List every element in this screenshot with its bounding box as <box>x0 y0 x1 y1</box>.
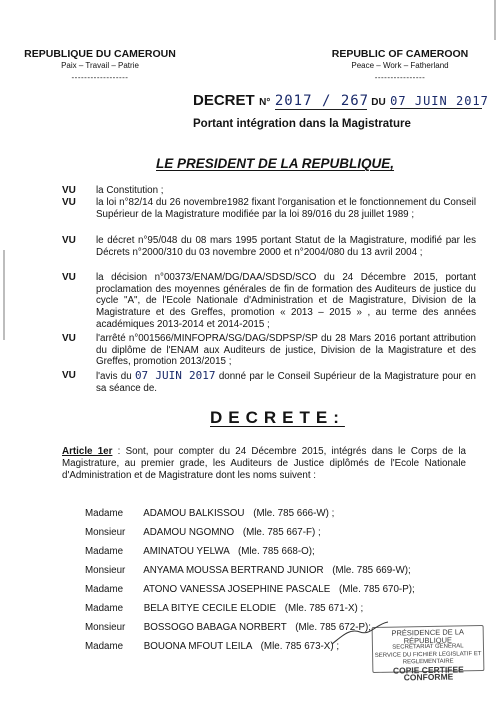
list-item <box>85 527 321 538</box>
list-item <box>85 508 334 519</box>
motto-fr: Paix – Travail – Patrie <box>61 61 139 70</box>
stamp-line-secretariat: SECRETARIAT GENERAL <box>392 643 464 651</box>
person-name: ANYAMA MOUSSA BERTRAND JUNIOR <box>143 565 324 576</box>
header-left <box>5 48 195 84</box>
decree-date: 07 JUIN 2017 <box>390 94 489 108</box>
vu-clause-2: la loi n°82/14 du 26 novembre1982 fixant l'organisation et le fonctionnement du Conseil Supérieur de la Magistrature modifiée par la loi 89/016 du 28 juillet 1989 ; <box>96 197 476 220</box>
person-mle: (Mle. 785 667-F) ; <box>242 527 321 538</box>
stamp-line-presidency: PRÉSIDENCE DE LA RÉPUBLIQUE <box>391 627 465 645</box>
signature-scribble <box>330 618 390 648</box>
person-name: AMINATOU YELWA <box>143 546 230 557</box>
vu-label-5: VU <box>62 333 76 344</box>
vu-last-suffix: donné par le Conseil Supérieur de la Magistrature pour en sa séance de. <box>96 371 476 394</box>
header-right <box>305 48 495 84</box>
scan-edge-mark <box>494 0 496 40</box>
vu-clause-6 <box>96 370 476 394</box>
list-item <box>85 584 415 595</box>
stamp-line-certified: COPIE CERTIFEE CONFORME <box>392 663 464 683</box>
person-name: ATONO VANESSA JOSEPHINE PASCALE <box>143 584 331 595</box>
decree-title-line <box>193 92 489 110</box>
decree-title: DECRET <box>193 92 255 109</box>
person-name: BOSSOGO BABAGA NORBERT <box>143 622 287 633</box>
vu-clause-5: l'arrêté n°001566/MINFOPRA/SG/DAG/SDPSP/SP du 28 Mars 2016 portant attribution du diplôme de l'ENAM aux Auditeurs de justice, Division de la Magistrature et des Greffes, promotion 2013/2015 ; <box>96 333 476 368</box>
person-name: ADAMOU BALKISSOU <box>143 508 245 519</box>
vu-last-date: 07 JUIN 2017 <box>134 369 216 382</box>
person-civility: Monsieur <box>85 527 126 538</box>
list-item <box>85 641 339 652</box>
article-1-label: Article 1er <box>62 446 113 457</box>
person-mle: (Mle. 785 672-P); <box>295 622 371 633</box>
divider-en: ---------------- <box>374 73 426 82</box>
list-item <box>85 622 371 633</box>
president-heading: LE PRESIDENT DE LA REPUBLIQUE, <box>156 156 395 171</box>
person-mle: (Mle. 785 673-X) ; <box>260 641 340 652</box>
decree-subtitle: Portant intégration dans la Magistrature <box>193 118 411 130</box>
person-mle: (Mle. 785 671-X) ; <box>284 603 364 614</box>
person-mle: (Mle. 785 668-O); <box>237 546 315 557</box>
vu-label-4: VU <box>62 272 76 283</box>
vu-label-1: VU <box>62 185 76 196</box>
person-name: ADAMOU NGOMNO <box>143 527 235 538</box>
vu-label-6: VU <box>62 370 76 381</box>
person-civility: Madame <box>85 603 124 614</box>
person-mle: (Mle. 785 666-W) ; <box>253 508 335 519</box>
list-item <box>85 565 411 576</box>
person-name: BOUONA MFOUT LEILA <box>143 641 252 652</box>
country-en: REPUBLIC OF CAMEROON <box>331 48 469 60</box>
decree-no-label: N° <box>259 97 271 108</box>
article-1 <box>62 446 466 482</box>
person-mle: (Mle. 785 669-W); <box>332 565 411 576</box>
decrete-heading: DECRETE: <box>210 408 345 427</box>
vu-label-3: VU <box>62 235 76 246</box>
person-mle: (Mle. 785 670-P); <box>339 584 415 595</box>
vu-clause-4: la décision n°00373/ENAM/DG/DAA/SDSD/SCO du 24 Décembre 2015, portant proclamation des moyennes générales de fin de formation des Auditeurs de justice du cycle "A", de l'Ecole Nationale d'Administration et de Magistrature, Division de la Magistrature et des Greffes, promotion « 2013 – 2015 » , au terme des années académiques 2013-2014 et 2014-2015 ; <box>96 272 476 330</box>
article-1-text: : Sont, pour compter du 24 Décembre 2015, intégrés dans le Corps de la Magistrature, au premier grade, les Auditeurs de Justice diplômés de l'Ecole Nationale d'Administration et de Magistrature dont les noms suivent : <box>62 446 466 481</box>
person-civility: Madame <box>85 546 124 557</box>
scan-edge-mark <box>3 250 5 340</box>
decree-number: 2017 / 267 <box>274 93 370 109</box>
decree-du-label: DU <box>371 97 386 108</box>
motto-en: Peace – Work – Fatherland <box>351 61 449 70</box>
list-item <box>85 603 363 614</box>
vu-last-prefix: l'avis du <box>96 371 132 382</box>
list-item <box>85 546 315 557</box>
stamp-line-service: SERVICE DU FICHIER LEGISLATIF ET REGLEMENTAIRE <box>374 650 482 666</box>
vu-clause-3: le décret n°95/048 du 08 mars 1995 portant Statut de la Magistrature, modifié par les Décrets n°2000/310 du 03 novembre 2000 et n°2004/080 du 13 avril 2004 ; <box>96 235 476 258</box>
person-civility: Madame <box>85 584 124 595</box>
country-fr: REPUBLIQUE DU CAMEROUN <box>24 48 176 60</box>
vu-label-2: VU <box>62 197 76 208</box>
person-name: BELA BITYE CECILE ELODIE <box>143 603 277 614</box>
vu-clause-1: la Constitution ; <box>96 185 164 196</box>
divider-fr: ------------------ <box>71 73 129 82</box>
person-civility: Madame <box>85 641 124 652</box>
person-civility: Monsieur <box>85 622 126 633</box>
person-civility: Monsieur <box>85 565 126 576</box>
person-civility: Madame <box>85 508 124 519</box>
